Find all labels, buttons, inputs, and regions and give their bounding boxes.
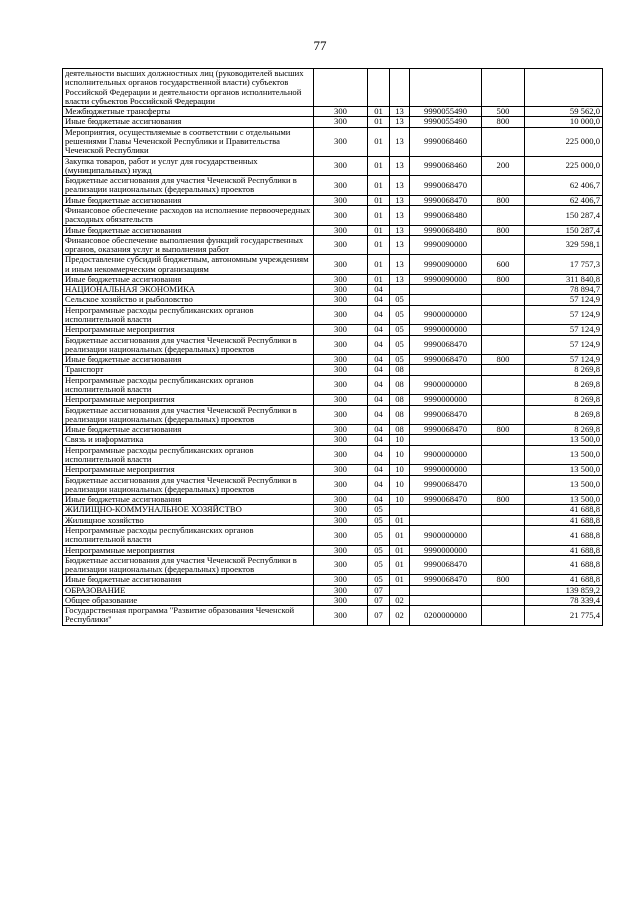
expense-type-cell xyxy=(482,545,525,555)
target-article-cell: 9990090000 xyxy=(410,235,482,255)
expense-type-cell xyxy=(482,295,525,305)
section-code-cell: 04 xyxy=(368,475,390,495)
item-name-cell: Иные бюджетные ассигнования xyxy=(63,425,314,435)
expense-type-cell: 600 xyxy=(482,255,525,275)
item-name-cell: Мероприятия, осуществляемые в соответствии с отдельными решениями Главы Чеченской Республики и Правительства Чеченской Республики xyxy=(63,127,314,156)
amount-cell: 57 124,9 xyxy=(525,295,603,305)
amount-cell: 13 500,0 xyxy=(525,465,603,475)
subsection-code-cell: 05 xyxy=(390,325,410,335)
section-code-cell: 07 xyxy=(368,595,390,605)
subsection-code-cell: 05 xyxy=(390,295,410,305)
subsection-code-cell: 02 xyxy=(390,606,410,626)
section-code-cell: 01 xyxy=(368,205,390,225)
target-article-cell: 9990090000 xyxy=(410,255,482,275)
subsection-code-cell xyxy=(390,69,410,107)
budget-table xyxy=(62,68,603,626)
item-name-cell: Финансовое обеспечение расходов на исполнение первоочередных расходных обязательств xyxy=(63,205,314,225)
ministry-code-cell: 300 xyxy=(314,117,368,127)
table-row xyxy=(63,295,603,305)
expense-type-cell xyxy=(482,585,525,595)
target-article-cell xyxy=(410,285,482,295)
table-row xyxy=(63,225,603,235)
target-article-cell: 9990068480 xyxy=(410,225,482,235)
target-article-cell: 9990068470 xyxy=(410,176,482,196)
amount-cell xyxy=(525,69,603,107)
amount-cell: 21 775,4 xyxy=(525,606,603,626)
amount-cell: 62 406,7 xyxy=(525,176,603,196)
section-code-cell: 04 xyxy=(368,285,390,295)
ministry-code-cell xyxy=(314,69,368,107)
section-code-cell: 04 xyxy=(368,495,390,505)
expense-type-cell xyxy=(482,69,525,107)
expense-type-cell xyxy=(482,285,525,295)
item-name-cell: Непрограммные мероприятия xyxy=(63,465,314,475)
expense-type-cell: 800 xyxy=(482,225,525,235)
ministry-code-cell: 300 xyxy=(314,545,368,555)
subsection-code-cell: 08 xyxy=(390,425,410,435)
item-name-cell: Бюджетные ассигнования для участия Чеченской Республики в реализации национальных (федеральных) проектов xyxy=(63,405,314,425)
expense-type-cell xyxy=(482,365,525,375)
section-code-cell: 04 xyxy=(368,325,390,335)
amount-cell: 41 688,8 xyxy=(525,515,603,525)
table-row xyxy=(63,255,603,275)
item-name-cell: Бюджетные ассигнования для участия Чеченской Республики в реализации национальных (федеральных) проектов xyxy=(63,335,314,355)
table-row xyxy=(63,606,603,626)
section-code-cell: 04 xyxy=(368,305,390,325)
ministry-code-cell: 300 xyxy=(314,305,368,325)
table-row xyxy=(63,127,603,156)
table-row xyxy=(63,595,603,605)
amount-cell: 57 124,9 xyxy=(525,325,603,335)
target-article-cell: 9990068460 xyxy=(410,156,482,176)
expense-type-cell xyxy=(482,335,525,355)
subsection-code-cell: 13 xyxy=(390,235,410,255)
item-name-cell: Бюджетные ассигнования для участия Чеченской Республики в реализации национальных (федеральных) проектов xyxy=(63,555,314,575)
section-code-cell: 04 xyxy=(368,445,390,465)
item-name-cell: Финансовое обеспечение выполнения функций государственных органов, оказания услуг и выполнения работ xyxy=(63,235,314,255)
table-row xyxy=(63,395,603,405)
item-name-cell: Предоставление субсидий бюджетным, автономным учреждениям и иным некоммерческим организациям xyxy=(63,255,314,275)
amount-cell: 8 269,8 xyxy=(525,365,603,375)
ministry-code-cell: 300 xyxy=(314,425,368,435)
ministry-code-cell: 300 xyxy=(314,375,368,395)
target-article-cell: 9990068470 xyxy=(410,555,482,575)
item-name-cell: Непрограммные мероприятия xyxy=(63,545,314,555)
table-row xyxy=(63,545,603,555)
item-name-cell: Иные бюджетные ассигнования xyxy=(63,575,314,585)
expense-type-cell xyxy=(482,395,525,405)
ministry-code-cell: 300 xyxy=(314,285,368,295)
ministry-code-cell: 300 xyxy=(314,465,368,475)
amount-cell: 13 500,0 xyxy=(525,445,603,465)
table-row xyxy=(63,335,603,355)
section-code-cell: 01 xyxy=(368,127,390,156)
table-row xyxy=(63,475,603,495)
target-article-cell xyxy=(410,365,482,375)
ministry-code-cell: 300 xyxy=(314,595,368,605)
item-name-cell: Связь и информатика xyxy=(63,435,314,445)
expense-type-cell xyxy=(482,305,525,325)
section-code-cell: 01 xyxy=(368,176,390,196)
target-article-cell: 9990068470 xyxy=(410,195,482,205)
ministry-code-cell: 300 xyxy=(314,585,368,595)
expense-type-cell xyxy=(482,465,525,475)
ministry-code-cell: 300 xyxy=(314,395,368,405)
ministry-code-cell: 300 xyxy=(314,127,368,156)
subsection-code-cell: 08 xyxy=(390,405,410,425)
expense-type-cell: 800 xyxy=(482,495,525,505)
table-row xyxy=(63,575,603,585)
table-row xyxy=(63,305,603,325)
amount-cell: 57 124,9 xyxy=(525,335,603,355)
section-code-cell: 01 xyxy=(368,274,390,284)
amount-cell: 150 287,4 xyxy=(525,225,603,235)
table-row xyxy=(63,505,603,515)
subsection-code-cell: 01 xyxy=(390,545,410,555)
table-row xyxy=(63,465,603,475)
amount-cell: 62 406,7 xyxy=(525,195,603,205)
target-article-cell: 9990055490 xyxy=(410,107,482,117)
section-code-cell: 04 xyxy=(368,405,390,425)
target-article-cell: 9990055490 xyxy=(410,117,482,127)
ministry-code-cell: 300 xyxy=(314,325,368,335)
section-code-cell: 01 xyxy=(368,107,390,117)
subsection-code-cell: 01 xyxy=(390,555,410,575)
target-article-cell: 9990090000 xyxy=(410,274,482,284)
target-article-cell xyxy=(410,585,482,595)
ministry-code-cell: 300 xyxy=(314,555,368,575)
section-code-cell xyxy=(368,69,390,107)
target-article-cell xyxy=(410,435,482,445)
table-row xyxy=(63,176,603,196)
subsection-code-cell: 01 xyxy=(390,515,410,525)
section-code-cell: 01 xyxy=(368,225,390,235)
expense-type-cell: 500 xyxy=(482,107,525,117)
subsection-code-cell xyxy=(390,285,410,295)
subsection-code-cell: 13 xyxy=(390,274,410,284)
item-name-cell: Закупка товаров, работ и услуг для государственных (муниципальных) нужд xyxy=(63,156,314,176)
item-name-cell: ЖИЛИЩНО-КОММУНАЛЬНОЕ ХОЗЯЙСТВО xyxy=(63,505,314,515)
ministry-code-cell: 300 xyxy=(314,405,368,425)
target-article-cell: 9900000000 xyxy=(410,445,482,465)
amount-cell: 78 339,4 xyxy=(525,595,603,605)
subsection-code-cell: 05 xyxy=(390,355,410,365)
subsection-code-cell: 13 xyxy=(390,176,410,196)
expense-type-cell xyxy=(482,515,525,525)
section-code-cell: 05 xyxy=(368,525,390,545)
amount-cell: 41 688,8 xyxy=(525,505,603,515)
target-article-cell: 9990068470 xyxy=(410,335,482,355)
expense-type-cell xyxy=(482,405,525,425)
expense-type-cell xyxy=(482,176,525,196)
table-row xyxy=(63,117,603,127)
target-article-cell: 9990068470 xyxy=(410,475,482,495)
table-row xyxy=(63,435,603,445)
item-name-cell: Иные бюджетные ассигнования xyxy=(63,195,314,205)
section-code-cell: 01 xyxy=(368,235,390,255)
item-name-cell: Непрограммные мероприятия xyxy=(63,325,314,335)
item-name-cell: Иные бюджетные ассигнования xyxy=(63,274,314,284)
section-code-cell: 04 xyxy=(368,295,390,305)
table-row xyxy=(63,585,603,595)
amount-cell: 13 500,0 xyxy=(525,475,603,495)
item-name-cell: Жилищное хозяйство xyxy=(63,515,314,525)
subsection-code-cell: 02 xyxy=(390,595,410,605)
expense-type-cell: 800 xyxy=(482,195,525,205)
item-name-cell: Общее образование xyxy=(63,595,314,605)
target-article-cell xyxy=(410,595,482,605)
expense-type-cell: 800 xyxy=(482,425,525,435)
subsection-code-cell: 05 xyxy=(390,305,410,325)
table-row xyxy=(63,445,603,465)
ministry-code-cell: 300 xyxy=(314,355,368,365)
amount-cell: 10 000,0 xyxy=(525,117,603,127)
section-code-cell: 05 xyxy=(368,575,390,585)
subsection-code-cell: 01 xyxy=(390,525,410,545)
item-name-cell: Межбюджетные трансферты xyxy=(63,107,314,117)
ministry-code-cell: 300 xyxy=(314,505,368,515)
table-row xyxy=(63,495,603,505)
ministry-code-cell: 300 xyxy=(314,235,368,255)
section-code-cell: 07 xyxy=(368,585,390,595)
section-code-cell: 01 xyxy=(368,195,390,205)
subsection-code-cell: 13 xyxy=(390,107,410,117)
subsection-code-cell: 08 xyxy=(390,395,410,405)
item-name-cell: Иные бюджетные ассигнования xyxy=(63,355,314,365)
section-code-cell: 05 xyxy=(368,515,390,525)
expense-type-cell: 800 xyxy=(482,355,525,365)
amount-cell: 329 598,1 xyxy=(525,235,603,255)
amount-cell: 57 124,9 xyxy=(525,305,603,325)
ministry-code-cell: 300 xyxy=(314,335,368,355)
table-row xyxy=(63,325,603,335)
item-name-cell: Бюджетные ассигнования для участия Чеченской Республики в реализации национальных (федеральных) проектов xyxy=(63,176,314,196)
table-row xyxy=(63,156,603,176)
target-article-cell: 9990000000 xyxy=(410,325,482,335)
subsection-code-cell: 13 xyxy=(390,127,410,156)
target-article-cell: 9990068460 xyxy=(410,127,482,156)
target-article-cell: 0200000000 xyxy=(410,606,482,626)
table-row xyxy=(63,107,603,117)
subsection-code-cell xyxy=(390,585,410,595)
ministry-code-cell: 300 xyxy=(314,495,368,505)
subsection-code-cell: 10 xyxy=(390,495,410,505)
amount-cell: 41 688,8 xyxy=(525,525,603,545)
table-row xyxy=(63,405,603,425)
section-code-cell: 04 xyxy=(368,395,390,405)
expense-type-cell xyxy=(482,606,525,626)
expense-type-cell xyxy=(482,127,525,156)
target-article-cell: 9990068480 xyxy=(410,205,482,225)
subsection-code-cell: 10 xyxy=(390,445,410,465)
section-code-cell: 04 xyxy=(368,365,390,375)
section-code-cell: 04 xyxy=(368,335,390,355)
ministry-code-cell: 300 xyxy=(314,475,368,495)
table-row xyxy=(63,285,603,295)
table-row xyxy=(63,525,603,545)
subsection-code-cell: 10 xyxy=(390,435,410,445)
expense-type-cell xyxy=(482,555,525,575)
section-code-cell: 01 xyxy=(368,117,390,127)
amount-cell: 59 562,0 xyxy=(525,107,603,117)
ministry-code-cell: 300 xyxy=(314,606,368,626)
section-code-cell: 01 xyxy=(368,156,390,176)
expense-type-cell xyxy=(482,445,525,465)
target-article-cell xyxy=(410,295,482,305)
ministry-code-cell: 300 xyxy=(314,445,368,465)
target-article-cell: 9990068470 xyxy=(410,495,482,505)
amount-cell: 41 688,8 xyxy=(525,555,603,575)
target-article-cell: 9990000000 xyxy=(410,395,482,405)
section-code-cell: 04 xyxy=(368,425,390,435)
item-name-cell: ОБРАЗОВАНИЕ xyxy=(63,585,314,595)
amount-cell: 41 688,8 xyxy=(525,545,603,555)
subsection-code-cell: 13 xyxy=(390,225,410,235)
table-row xyxy=(63,274,603,284)
item-name-cell: Непрограммные расходы республиканских органов исполнительной власти xyxy=(63,525,314,545)
ministry-code-cell: 300 xyxy=(314,575,368,585)
ministry-code-cell: 300 xyxy=(314,205,368,225)
table-row xyxy=(63,195,603,205)
ministry-code-cell: 300 xyxy=(314,255,368,275)
amount-cell: 311 840,8 xyxy=(525,274,603,284)
item-name-cell: Бюджетные ассигнования для участия Чеченской Республики в реализации национальных (федеральных) проектов xyxy=(63,475,314,495)
amount-cell: 13 500,0 xyxy=(525,435,603,445)
target-article-cell: 9990068470 xyxy=(410,355,482,365)
item-name-cell: деятельности высших должностных лиц (руководителей высших исполнительных органов государственной власти) субъектов Российской Федерации и деятельности органов исполнительной власти субъектов Российской Федерации xyxy=(63,69,314,107)
amount-cell: 8 269,8 xyxy=(525,405,603,425)
ministry-code-cell: 300 xyxy=(314,435,368,445)
amount-cell: 8 269,8 xyxy=(525,375,603,395)
subsection-code-cell: 13 xyxy=(390,255,410,275)
target-article-cell: 9990068470 xyxy=(410,425,482,435)
section-code-cell: 01 xyxy=(368,255,390,275)
expense-type-cell xyxy=(482,205,525,225)
target-article-cell: 9990000000 xyxy=(410,545,482,555)
ministry-code-cell: 300 xyxy=(314,195,368,205)
expense-type-cell: 800 xyxy=(482,274,525,284)
target-article-cell: 9900000000 xyxy=(410,525,482,545)
expense-type-cell xyxy=(482,525,525,545)
section-code-cell: 04 xyxy=(368,465,390,475)
subsection-code-cell: 13 xyxy=(390,205,410,225)
ministry-code-cell: 300 xyxy=(314,156,368,176)
table-row xyxy=(63,69,603,107)
item-name-cell: Непрограммные расходы республиканских органов исполнительной власти xyxy=(63,445,314,465)
amount-cell: 8 269,8 xyxy=(525,425,603,435)
amount-cell: 139 859,2 xyxy=(525,585,603,595)
expense-type-cell xyxy=(482,475,525,495)
ministry-code-cell: 300 xyxy=(314,176,368,196)
item-name-cell: НАЦИОНАЛЬНАЯ ЭКОНОМИКА xyxy=(63,285,314,295)
item-name-cell: Иные бюджетные ассигнования xyxy=(63,117,314,127)
section-code-cell: 05 xyxy=(368,545,390,555)
section-code-cell: 05 xyxy=(368,505,390,515)
section-code-cell: 04 xyxy=(368,355,390,365)
target-article-cell: 9900000000 xyxy=(410,375,482,395)
ministry-code-cell: 300 xyxy=(314,107,368,117)
table-row xyxy=(63,515,603,525)
item-name-cell: Иные бюджетные ассигнования xyxy=(63,225,314,235)
subsection-code-cell: 01 xyxy=(390,575,410,585)
amount-cell: 13 500,0 xyxy=(525,495,603,505)
item-name-cell: Транспорт xyxy=(63,365,314,375)
target-article-cell xyxy=(410,515,482,525)
table-row xyxy=(63,375,603,395)
subsection-code-cell: 08 xyxy=(390,365,410,375)
budget-table-body xyxy=(63,69,603,626)
section-code-cell: 04 xyxy=(368,375,390,395)
expense-type-cell xyxy=(482,325,525,335)
target-article-cell: 9900000000 xyxy=(410,305,482,325)
subsection-code-cell: 05 xyxy=(390,335,410,355)
expense-type-cell xyxy=(482,235,525,255)
expense-type-cell xyxy=(482,375,525,395)
amount-cell: 8 269,8 xyxy=(525,395,603,405)
subsection-code-cell: 13 xyxy=(390,117,410,127)
target-article-cell: 9990068470 xyxy=(410,575,482,585)
expense-type-cell xyxy=(482,505,525,515)
subsection-code-cell: 13 xyxy=(390,195,410,205)
section-code-cell: 05 xyxy=(368,555,390,575)
table-row xyxy=(63,355,603,365)
target-article-cell xyxy=(410,505,482,515)
item-name-cell: Непрограммные мероприятия xyxy=(63,395,314,405)
section-code-cell: 04 xyxy=(368,435,390,445)
section-code-cell: 07 xyxy=(368,606,390,626)
expense-type-cell: 800 xyxy=(482,575,525,585)
target-article-cell: 9990068470 xyxy=(410,405,482,425)
ministry-code-cell: 300 xyxy=(314,225,368,235)
table-row xyxy=(63,555,603,575)
table-row xyxy=(63,205,603,225)
item-name-cell: Государственная программа "Развитие образования Чеченской Республики" xyxy=(63,606,314,626)
target-article-cell xyxy=(410,69,482,107)
subsection-code-cell: 08 xyxy=(390,375,410,395)
ministry-code-cell: 300 xyxy=(314,515,368,525)
amount-cell: 225 000,0 xyxy=(525,156,603,176)
amount-cell: 41 688,8 xyxy=(525,575,603,585)
amount-cell: 78 894,7 xyxy=(525,285,603,295)
amount-cell: 57 124,9 xyxy=(525,355,603,365)
item-name-cell: Иные бюджетные ассигнования xyxy=(63,495,314,505)
item-name-cell: Сельское хозяйство и рыболовство xyxy=(63,295,314,305)
subsection-code-cell: 10 xyxy=(390,465,410,475)
ministry-code-cell: 300 xyxy=(314,295,368,305)
expense-type-cell: 800 xyxy=(482,117,525,127)
item-name-cell: Непрограммные расходы республиканских органов исполнительной власти xyxy=(63,305,314,325)
subsection-code-cell xyxy=(390,505,410,515)
amount-cell: 225 000,0 xyxy=(525,127,603,156)
target-article-cell: 9990000000 xyxy=(410,465,482,475)
ministry-code-cell: 300 xyxy=(314,274,368,284)
table-row xyxy=(63,365,603,375)
amount-cell: 17 757,3 xyxy=(525,255,603,275)
expense-type-cell xyxy=(482,435,525,445)
item-name-cell: Непрограммные расходы республиканских органов исполнительной власти xyxy=(63,375,314,395)
table-row xyxy=(63,235,603,255)
expense-type-cell xyxy=(482,595,525,605)
page-number: 77 xyxy=(313,38,327,53)
subsection-code-cell: 13 xyxy=(390,156,410,176)
ministry-code-cell: 300 xyxy=(314,365,368,375)
ministry-code-cell: 300 xyxy=(314,525,368,545)
subsection-code-cell: 10 xyxy=(390,475,410,495)
table-row xyxy=(63,425,603,435)
expense-type-cell: 200 xyxy=(482,156,525,176)
amount-cell: 150 287,4 xyxy=(525,205,603,225)
